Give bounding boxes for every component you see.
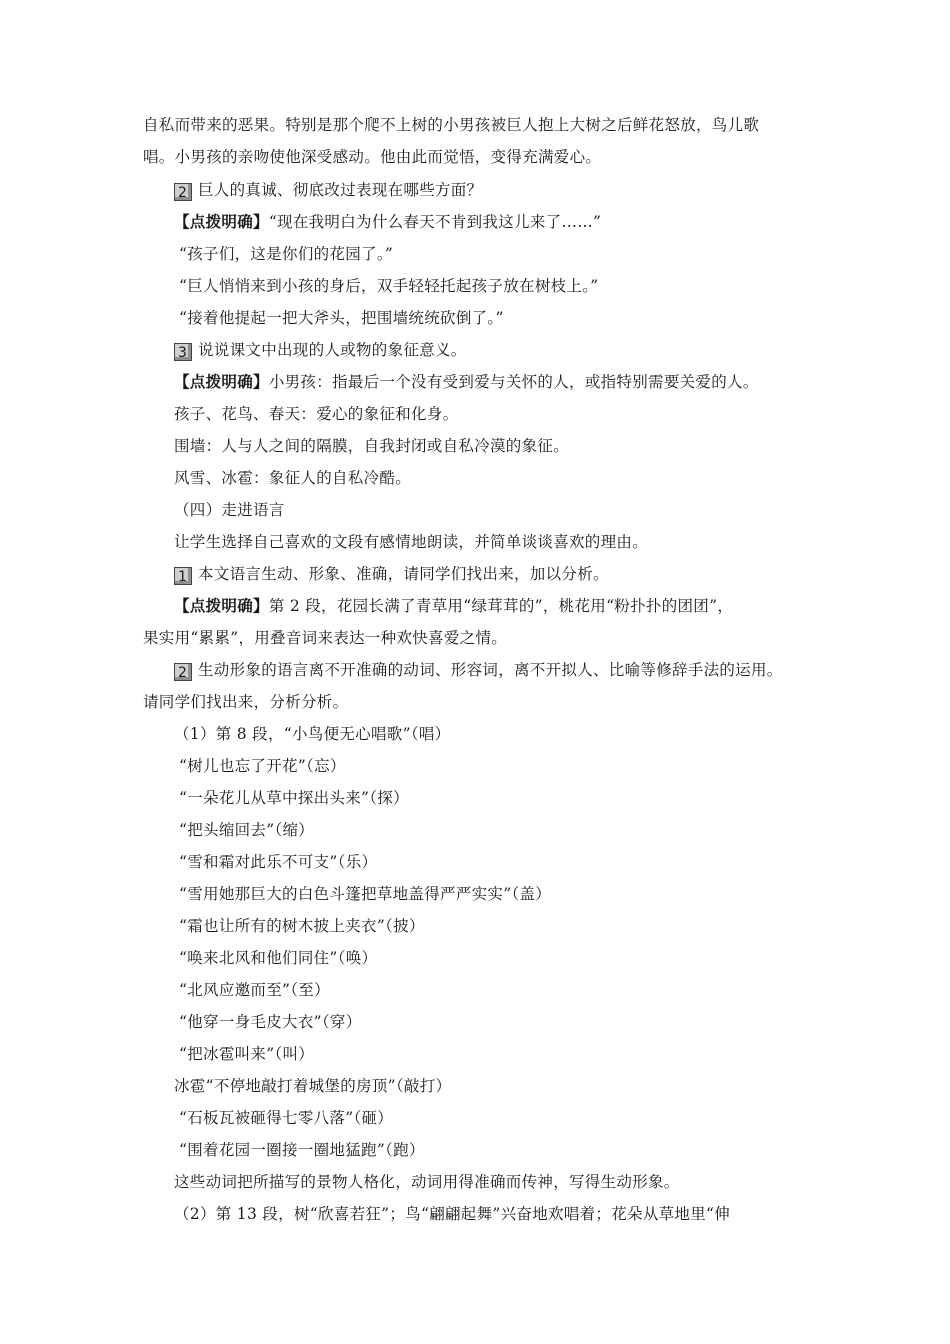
paragraph-line	[143, 147, 601, 167]
example-line	[179, 788, 409, 808]
line-text: 让学生选择自己喜欢的文段有感情地朗读，并简单谈谈喜欢的理由。	[174, 533, 649, 551]
quote-line	[179, 308, 504, 328]
question-text: 说说课文中出现的人或物的象征意义。	[198, 341, 467, 359]
example-line	[179, 852, 377, 872]
quote-line	[179, 276, 599, 296]
line-text: “巨人悄悄来到小孩的身后，双手轻轻托起孩子放在树枝上。”	[179, 277, 599, 295]
example-line	[174, 724, 450, 744]
line-text: 自私而带来的恶果。特别是那个爬不上树的小男孩被巨人抱上大树之后鲜花怒放，鸟儿歌	[143, 116, 760, 134]
line-text: 这些动词把所描写的景物人格化，动词用得准确而传神，写得生动形象。	[174, 1173, 680, 1191]
question-number-badge: 1	[174, 567, 192, 585]
line-text: 果实用“累累”，用叠音词来表达一种欢快喜爱之情。	[143, 629, 508, 647]
line-text: （四）走进语言	[174, 501, 285, 519]
line-text: “现在我明白为什么春天不肯到我这儿来了……”	[268, 213, 602, 231]
question-text: 巨人的真诚、彻底改过表现在哪些方面？	[198, 181, 483, 199]
example-line	[179, 1108, 393, 1128]
section-heading	[174, 500, 285, 520]
line-text: 围墙：人与人之间的隔膜，自我封闭或自私冷漠的象征。	[174, 437, 570, 455]
line-text: “一朵花儿从草中探出头来”（探）	[179, 789, 409, 807]
line-text: “霜也让所有的树木披上夹衣”（披）	[179, 917, 425, 935]
question-item	[174, 564, 609, 585]
example-line	[179, 820, 314, 840]
paragraph-line	[174, 436, 569, 456]
line-text: 冰雹“不停地敲打着城堡的房顶”（敲打）	[174, 1077, 452, 1095]
question-item	[174, 660, 783, 681]
line-text: “唤来北风和他们同住”（唤）	[179, 949, 378, 967]
answer-label: 【点拨明确】	[174, 213, 269, 231]
line-text: “把头缩回去”（缩）	[179, 821, 315, 839]
line-text: “雪用她那巨大的白色斗篷把草地盖得严严实实”（盖）	[179, 885, 552, 903]
paragraph-line	[143, 628, 507, 648]
example-line	[179, 884, 551, 904]
example-line	[179, 1140, 425, 1160]
answer-line	[174, 212, 601, 232]
line-text: “石板瓦被砸得七零八落”（砸）	[179, 1109, 394, 1127]
quote-line	[179, 244, 393, 264]
question-number-badge: 2	[174, 663, 192, 681]
answer-line	[174, 596, 733, 616]
line-text: “树儿也忘了开花”（忘）	[179, 757, 346, 775]
line-text: “雪和霜对此乐不可支”（乐）	[179, 853, 378, 871]
line-text: “接着他提起一把大斧头，把围墙统统砍倒了。”	[179, 309, 504, 327]
line-text: 第 2 段，花园长满了青草用“绿茸茸的”，桃花用“粉扑扑的团团”，	[268, 597, 734, 615]
line-text: 小男孩：指最后一个没有受到爱与关怀的人，或指特别需要关爱的人。	[268, 373, 759, 391]
line-text: “围着花园一圈接一圈地猛跑”（跑）	[179, 1141, 425, 1159]
example-line	[174, 1204, 730, 1224]
summary-line	[174, 1172, 680, 1192]
answer-line	[174, 372, 759, 392]
paragraph-line	[143, 692, 348, 712]
line-text: “把冰雹叫来”（叫）	[179, 1045, 315, 1063]
line-text: （2）第 13 段，树“欣喜若狂”；鸟“翩翩起舞”兴奋地欢唱着；花朵从草地里“伸	[174, 1205, 731, 1223]
question-text: 生动形象的语言离不开准确的动词、形容词，离不开拟人、比喻等修辞手法的运用。	[198, 661, 783, 679]
line-text: 唱。小男孩的亲吻使他深受感动。他由此而觉悟，变得充满爱心。	[143, 148, 602, 166]
line-text: 孩子、花鸟、春天：爱心的象征和化身。	[174, 405, 459, 423]
line-text: “他穿一身毛皮大衣”（穿）	[179, 1013, 362, 1031]
question-item	[174, 180, 482, 201]
example-line	[174, 1076, 451, 1096]
example-line	[179, 1012, 362, 1032]
example-line	[179, 980, 330, 1000]
question-number-badge: 2	[174, 183, 192, 201]
paragraph-line	[143, 115, 759, 135]
example-line	[179, 948, 377, 968]
line-text: “北风应邀而至”（至）	[179, 981, 330, 999]
example-line	[179, 916, 425, 936]
question-number-badge: 3	[174, 343, 192, 361]
line-text: （1）第 8 段，“小鸟便无心唱歌”（唱）	[174, 725, 451, 743]
question-item	[174, 340, 467, 361]
example-line	[179, 1044, 314, 1064]
paragraph-line	[174, 404, 458, 424]
paragraph-line	[174, 468, 411, 488]
line-text: “孩子们，这是你们的花园了。”	[179, 245, 394, 263]
answer-label: 【点拨明确】	[174, 597, 269, 615]
paragraph-line	[174, 532, 648, 552]
question-text: 本文语言生动、形象、准确，请同学们找出来，加以分析。	[198, 565, 609, 583]
line-text: 请同学们找出来，分析分析。	[143, 693, 349, 711]
answer-label: 【点拨明确】	[174, 373, 269, 391]
example-line	[179, 756, 346, 776]
line-text: 风雪、冰雹：象征人的自私冷酷。	[174, 469, 412, 487]
